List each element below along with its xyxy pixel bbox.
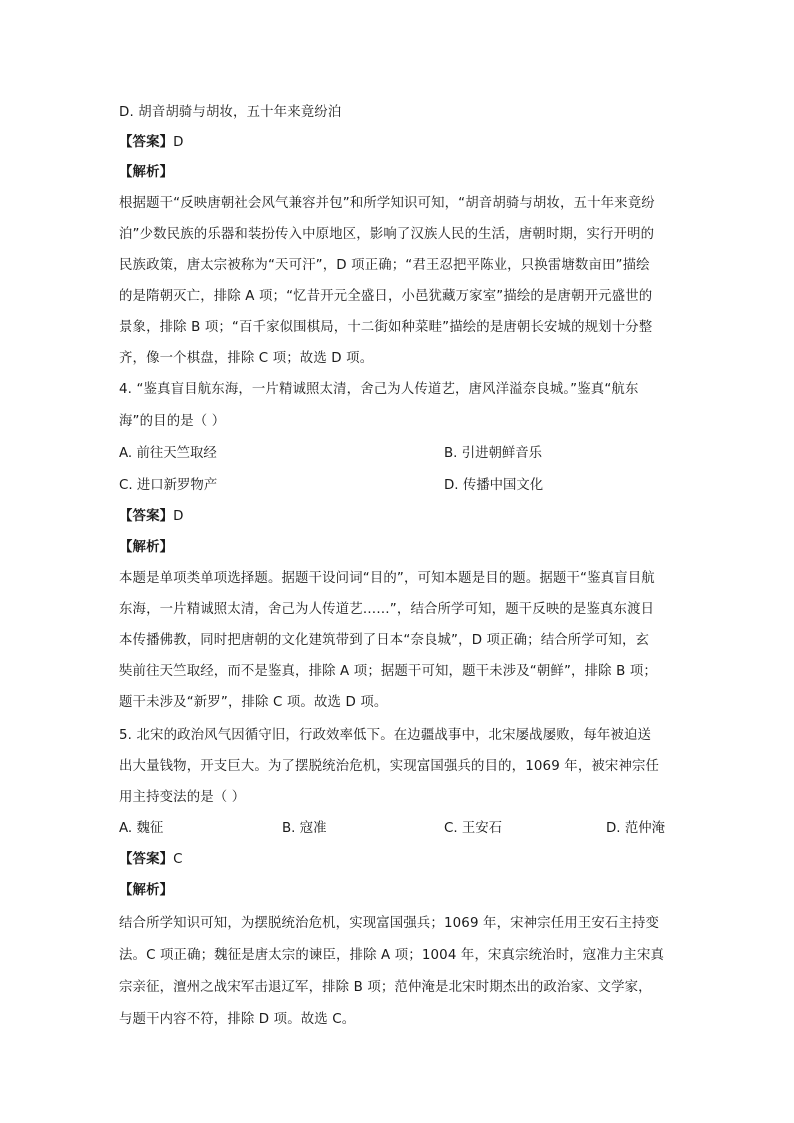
q4-stem-line: 海”的目的是（ ）	[119, 414, 226, 429]
q4-analysis-line: 东海，一片精诚照太清，舍己为人传道艺……”，结合所学可知，题干反映的是鉴真东渡日	[119, 602, 655, 617]
q4-stem-line: 4. “鉴真盲目航东海，一片精诚照太清，舍己为人传道艺，唐风洋溢奈良城。”鉴真“航东	[119, 382, 639, 397]
q3-analysis-line: 根据题干“反映唐朝社会风气兼容并包”和所学知识可知，“胡音胡骑与胡妆，五十年来竟纷	[119, 196, 655, 211]
answer-value: D	[173, 135, 184, 150]
q3-analysis-line: 齐，像一个棋盘，排除 C 项；故选 D 项。	[119, 351, 374, 366]
q4-option-a: A. 前往天竺取经	[119, 446, 217, 461]
q3-option-d: D. 胡音胡骑与胡妆，五十年来竟纷泊	[119, 105, 342, 120]
q5-answer	[119, 850, 679, 870]
q5-analysis-label: 【解析】	[119, 883, 174, 898]
answer-label: 【答案】	[119, 852, 174, 867]
q3-answer	[119, 133, 679, 153]
q3-analysis-label: 【解析】	[119, 165, 174, 180]
q5-analysis-line: 与题干内容不符，排除 D 项。故选 C。	[119, 1012, 356, 1027]
q3-analysis-line: 景象，排除 B 项；“百千家似围棋局，十二街如种菜畦”描绘的是唐朝长安城的规划十分整	[119, 320, 653, 335]
q3-analysis-line: 泊”少数民族的乐器和装扮传入中原地区，影响了汉族人民的生活，唐朝时期，实行开明的	[119, 227, 655, 242]
q5-analysis-line: 宗亲征，澶州之战宋军击退辽军，排除 B 项；范仲淹是北宋时期杰出的政治家、文学家，	[119, 980, 652, 995]
q5-analysis-line: 法。C 项正确；魏征是唐太宗的谏臣，排除 A 项；1004 年，宋真宗统治时，寇准力主宋真	[119, 948, 665, 963]
q5-option-c: C. 王安石	[444, 821, 503, 836]
q4-option-d: D. 传播中国文化	[444, 478, 544, 493]
q5-stem-line: 5. 北宋的政治风气因循守旧，行政效率低下。在边疆战事中，北宋屡战屡败，每年被迫送	[119, 728, 652, 743]
q4-answer	[119, 507, 679, 527]
q5-option-a: A. 魏征	[119, 821, 164, 836]
q4-option-c: C. 进口新罗物产	[119, 478, 218, 493]
q3-analysis-line: 的是隋朝灭亡，排除 A 项；“忆昔开元全盛日，小邑犹藏万家室”描绘的是唐朝开元盛世的	[119, 289, 653, 304]
q3-analysis-line: 民族政策，唐太宗被称为“天可汗”，D 项正确；“君王忍把平陈业，只换雷塘数亩田”描绘	[119, 258, 650, 273]
answer-value: D	[173, 509, 184, 524]
q5-analysis-line: 结合所学知识可知，为摆脱统治危机，实现富国强兵；1069 年，宋神宗任用王安石主持变	[119, 916, 660, 931]
q5-option-d: D. 范仲淹	[606, 821, 665, 836]
answer-label: 【答案】	[119, 509, 174, 524]
q4-analysis-line: 本题是单项类单项选择题。据题干设问词“目的”，可知本题是目的题。据题干“鉴真盲目航	[119, 571, 655, 586]
q5-stem-line: 用主持变法的是（ ）	[119, 790, 246, 805]
q4-analysis-line: 题干未涉及“新罗”，排除 C 项。故选 D 项。	[119, 695, 388, 710]
answer-label: 【答案】	[119, 135, 174, 150]
q4-analysis-line: 本传播佛教，同时把唐朝的文化建筑带到了日本“奈良城”，D 项正确；结合所学可知，玄	[119, 633, 650, 648]
q5-stem-line: 出大量钱物，开支巨大。为了摆脱统治危机，实现富国强兵的目的，1069 年，被宋神宗任	[119, 759, 660, 774]
q4-analysis-label: 【解析】	[119, 540, 174, 555]
answer-value: C	[173, 852, 183, 867]
q5-option-b: B. 寇准	[282, 821, 327, 836]
q4-option-b: B. 引进朝鲜音乐	[444, 446, 543, 461]
q4-analysis-line: 奘前往天竺取经，而不是鉴真，排除 A 项；据题干可知，题干未涉及“朝鲜”，排除 B 项；	[119, 664, 657, 679]
